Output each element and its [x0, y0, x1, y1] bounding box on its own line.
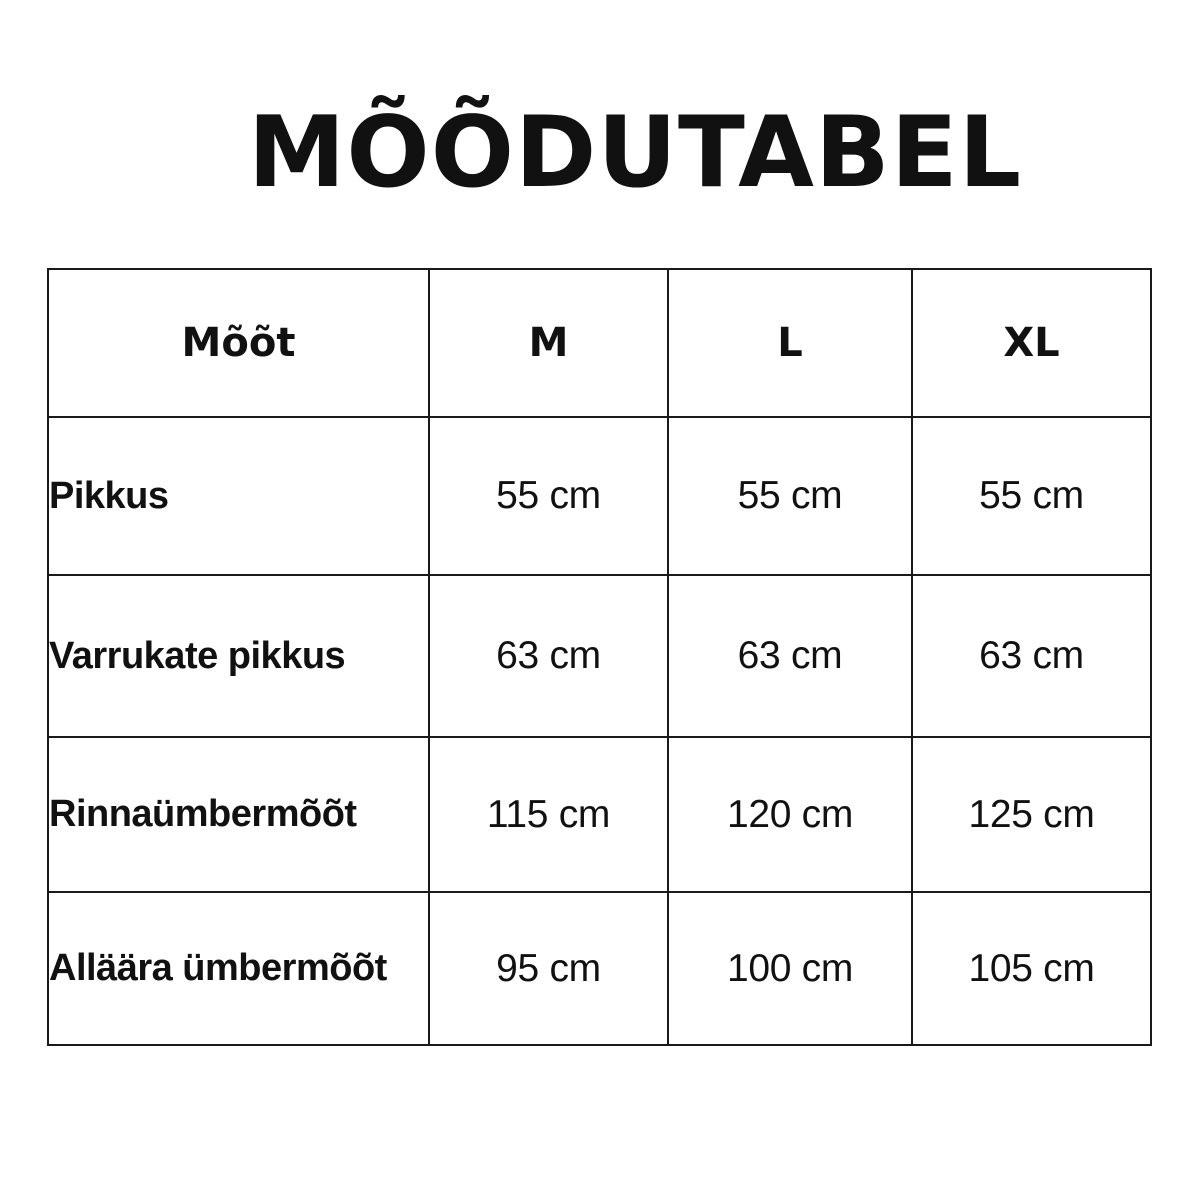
cell-value: 120 cm: [668, 737, 912, 892]
table-row: [48, 417, 1151, 575]
table-row: [48, 737, 1151, 892]
header-size-m: M: [429, 269, 668, 417]
header-measure: Mõõt: [48, 269, 429, 417]
cell-value: 55 cm: [912, 417, 1151, 575]
header-size-l: L: [668, 269, 912, 417]
cell-value: 63 cm: [429, 575, 668, 737]
cell-value: 125 cm: [912, 737, 1151, 892]
page-title: MÕÕDUTABEL: [247, 96, 1023, 210]
cell-value: 95 cm: [429, 892, 668, 1045]
row-label: Rinnaümbermõõt: [48, 737, 429, 892]
cell-value: 100 cm: [668, 892, 912, 1045]
cell-value: 55 cm: [668, 417, 912, 575]
table-header-row: [48, 269, 1151, 417]
row-label: Alläära ümbermõõt: [48, 892, 429, 1045]
cell-value: 105 cm: [912, 892, 1151, 1045]
table-row: [48, 892, 1151, 1045]
row-label: Pikkus: [48, 417, 429, 575]
size-table: [47, 268, 1152, 1046]
cell-value: 55 cm: [429, 417, 668, 575]
cell-value: 63 cm: [912, 575, 1151, 737]
table-row: [48, 575, 1151, 737]
row-label: Varrukate pikkus: [48, 575, 429, 737]
header-size-xl: XL: [912, 269, 1151, 417]
cell-value: 115 cm: [429, 737, 668, 892]
cell-value: 63 cm: [668, 575, 912, 737]
